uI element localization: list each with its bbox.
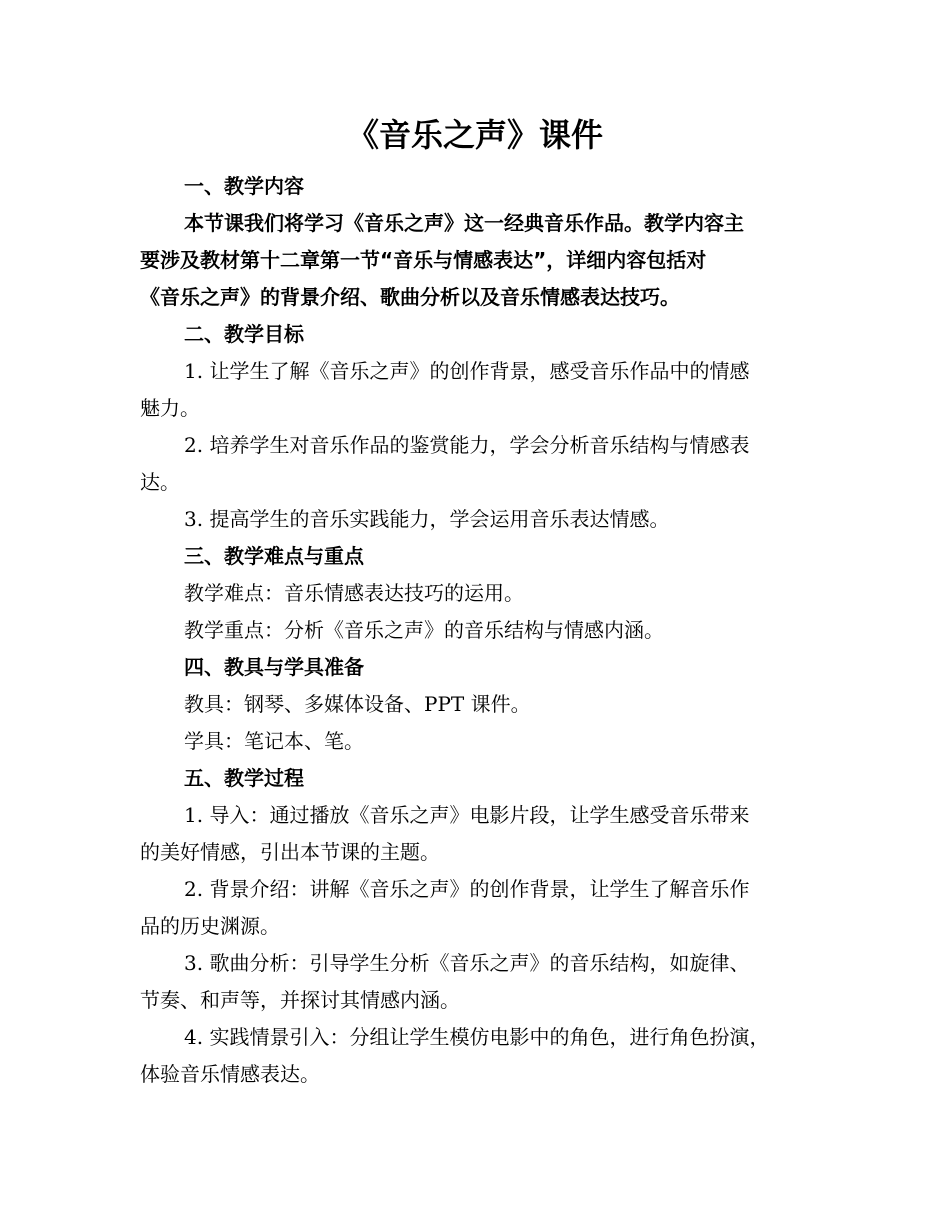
text-line: 体验音乐情感表达。 [140, 1062, 320, 1086]
text-line: 1. 导入：通过播放《音乐之声》电影片段，让学生感受音乐带来 [184, 803, 750, 827]
heading-line: 二、教学目标 [184, 322, 304, 346]
heading-line: 四、教具与学具准备 [184, 655, 364, 679]
text-line: 的美好情感，引出本节课的主题。 [140, 840, 440, 864]
heading-line: 五、教学过程 [184, 766, 304, 790]
text-line: 节奏、和声等，并探讨其情感内涵。 [140, 988, 460, 1012]
text-line: 3. 歌曲分析：引导学生分析《音乐之声》的音乐结构，如旋律、 [184, 951, 750, 975]
document-title: 《音乐之声》课件 [346, 116, 603, 154]
heading-line: 一、教学内容 [184, 174, 304, 198]
text-line: 教学难点：音乐情感表达技巧的运用。 [184, 581, 524, 605]
document-body [140, 168, 810, 1093]
text-line: 1. 让学生了解《音乐之声》的创作背景，感受音乐作品中的情感 [184, 359, 750, 383]
text-line: 魅力。 [140, 396, 200, 420]
text-line: 学具：笔记本、笔。 [184, 729, 364, 753]
text-line: 3. 提高学生的音乐实践能力，学会运用音乐表达情感。 [184, 507, 670, 531]
heading-line: 要涉及教材第十二章第一节“音乐与情感表达”，详细内容包括对 [140, 248, 707, 272]
heading-line: 三、教学难点与重点 [184, 544, 364, 568]
text-line: 2. 培养学生对音乐作品的鉴赏能力，学会分析音乐结构与情感表 [184, 433, 750, 457]
heading-line: 本节课我们将学习《音乐之声》这一经典音乐作品。教学内容主 [184, 211, 744, 235]
text-line: 教具：钢琴、多媒体设备、PPT 课件。 [184, 692, 531, 716]
text-line: 达。 [140, 470, 180, 494]
text-line: 教学重点：分析《音乐之声》的音乐结构与情感内涵。 [184, 618, 664, 642]
text-line: 品的历史渊源。 [140, 914, 280, 938]
text-line: 2. 背景介绍：讲解《音乐之声》的创作背景，让学生了解音乐作 [184, 877, 750, 901]
heading-line: 《音乐之声》的背景介绍、歌曲分析以及音乐情感表达技巧。 [140, 285, 680, 309]
text-line: 4. 实践情景引入：分组让学生模仿电影中的角色，进行角色扮演， [184, 1025, 770, 1049]
